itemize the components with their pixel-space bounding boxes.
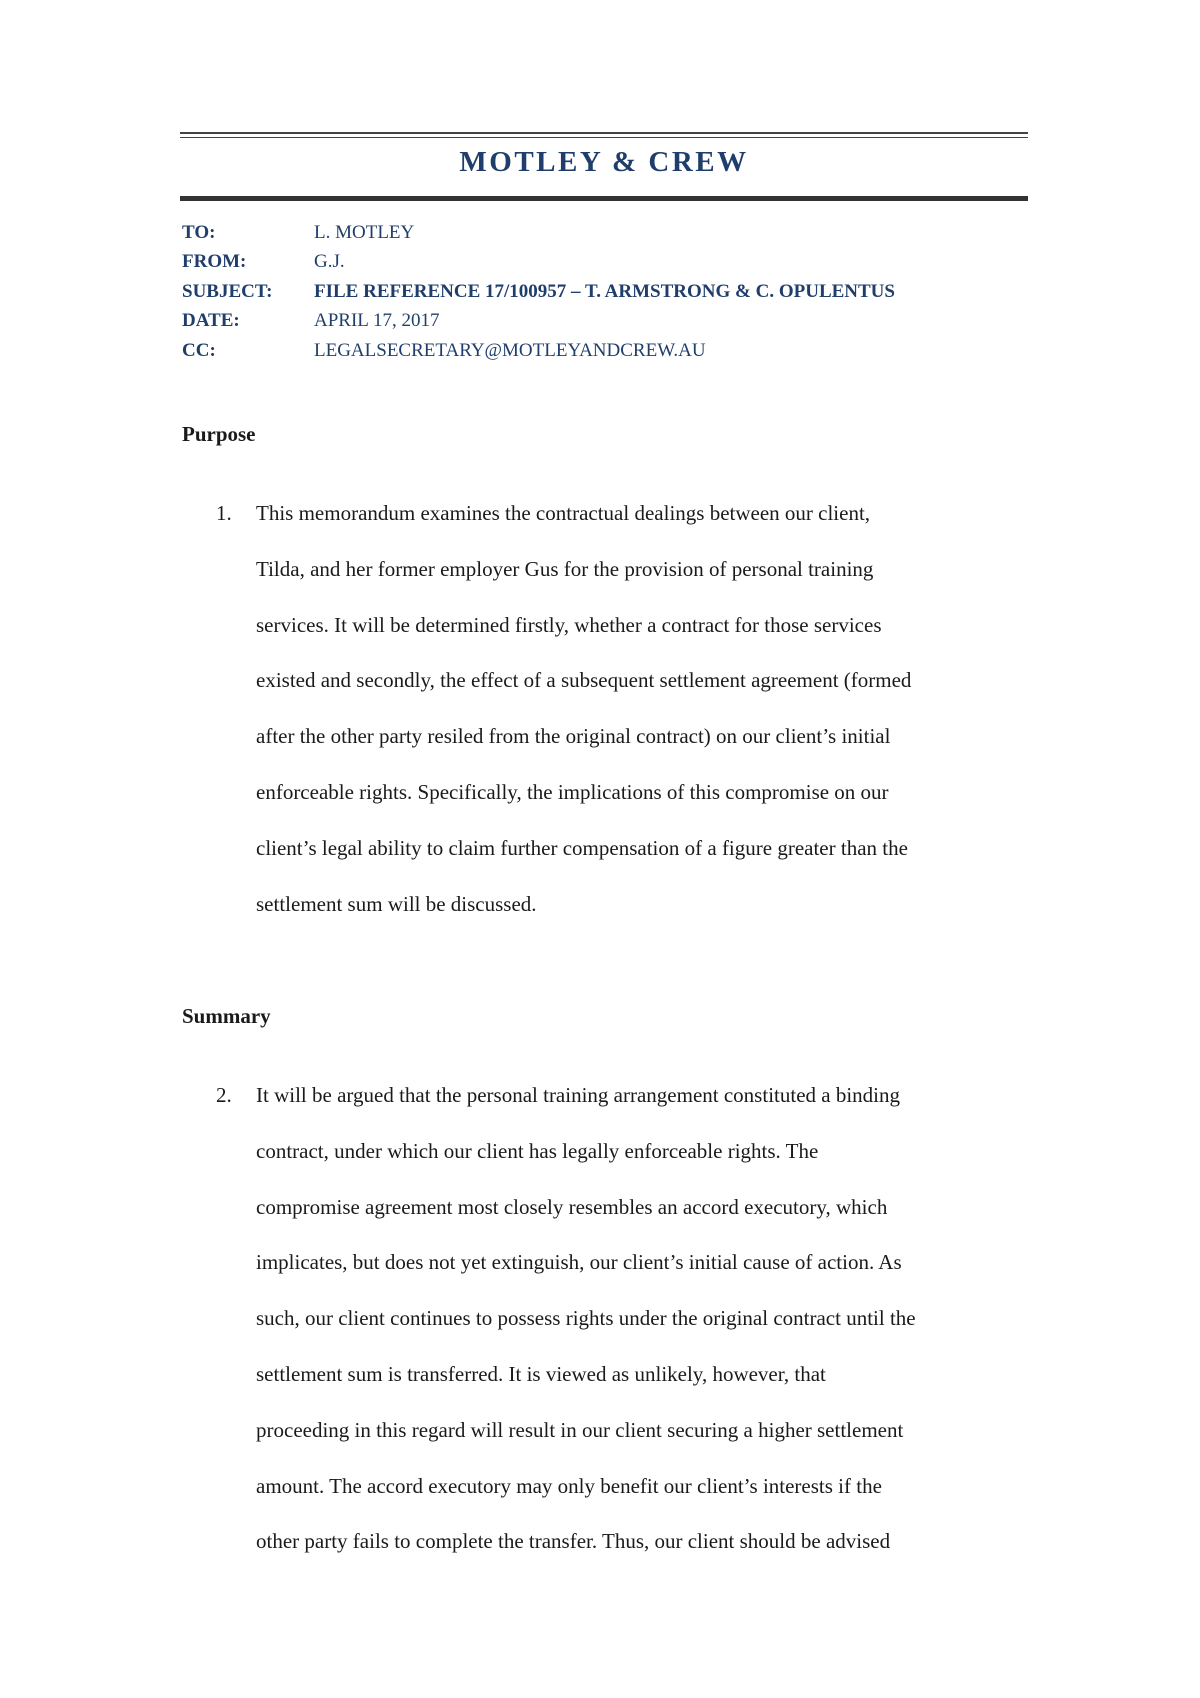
paragraph-line: This memorandum examines the contractual dealings between our client, xyxy=(256,501,871,525)
paragraph-line: enforceable rights. Specifically, the implications of this compromise on our xyxy=(256,779,889,804)
memo-from-value: G.J. xyxy=(314,251,345,272)
paragraph-line: It will be argued that the personal training arrangement constituted a binding xyxy=(256,1083,901,1107)
paragraph-line: compromise agreement most closely resembles an accord executory, which xyxy=(256,1194,888,1219)
paragraph-number: 2. xyxy=(216,1083,232,1107)
firm-name: MOTLEY & CREW xyxy=(459,146,749,178)
numbered-paragraph-1 xyxy=(216,486,1026,932)
paragraph-line: existed and secondly, the effect of a subsequent settlement agreement (formed xyxy=(256,668,912,693)
letterhead-top-rule xyxy=(180,132,1028,134)
memo-to-label: TO: xyxy=(182,222,216,243)
section-heading-purpose: Purpose xyxy=(182,422,256,446)
paragraph-line: settlement sum will be discussed. xyxy=(256,891,537,916)
paragraph-line: services. It will be determined firstly, whether a contract for those services xyxy=(256,612,882,637)
paragraph-line: implicates, but does not yet extinguish, our client’s initial cause of action. As xyxy=(256,1250,902,1275)
paragraph-line: after the other party resiled from the original contract) on our client’s initial xyxy=(256,724,891,749)
paragraph-line: such, our client continues to possess rights under the original contract until the xyxy=(256,1306,916,1331)
letterhead-top-rule-thin xyxy=(180,137,1028,138)
paragraph-line: client’s legal ability to claim further compensation of a figure greater than the xyxy=(256,835,908,860)
paragraph-line: other party fails to complete the transfer. Thus, our client should be advised xyxy=(256,1529,891,1554)
numbered-paragraph-2 xyxy=(216,1068,1026,1570)
memo-date-label: DATE: xyxy=(182,310,240,331)
memo-cc-label: CC: xyxy=(182,340,216,361)
memo-cc-value: LEGALSECRETARY@MOTLEYANDCREW.AU xyxy=(314,340,706,361)
memo-from-label: FROM: xyxy=(182,251,247,272)
letterhead-bottom-rule xyxy=(180,196,1028,201)
paragraph-line: contract, under which our client has legally enforceable rights. The xyxy=(256,1138,819,1163)
paragraph-line: proceeding in this regard will result in our client securing a higher settlement xyxy=(256,1417,904,1442)
section-heading-summary: Summary xyxy=(182,1004,271,1028)
paragraph-line: amount. The accord executory may only benefit our client’s interests if the xyxy=(256,1473,882,1498)
paragraph-text xyxy=(256,1068,1026,1570)
memo-subject-label: SUBJECT: xyxy=(182,281,273,302)
memo-to-value: L. MOTLEY xyxy=(314,222,415,243)
memo-subject-value: FILE REFERENCE 17/100957 – T. ARMSTRONG & C. OPULENTUS xyxy=(314,281,895,302)
memo-date-value: APRIL 17, 2017 xyxy=(314,310,440,331)
paragraph-line: Tilda, and her former employer Gus for the provision of personal training xyxy=(256,556,874,581)
paragraph-line: settlement sum is transferred. It is viewed as unlikely, however, that xyxy=(256,1361,826,1386)
paragraph-number: 1. xyxy=(216,501,232,525)
paragraph-text xyxy=(256,486,1026,932)
